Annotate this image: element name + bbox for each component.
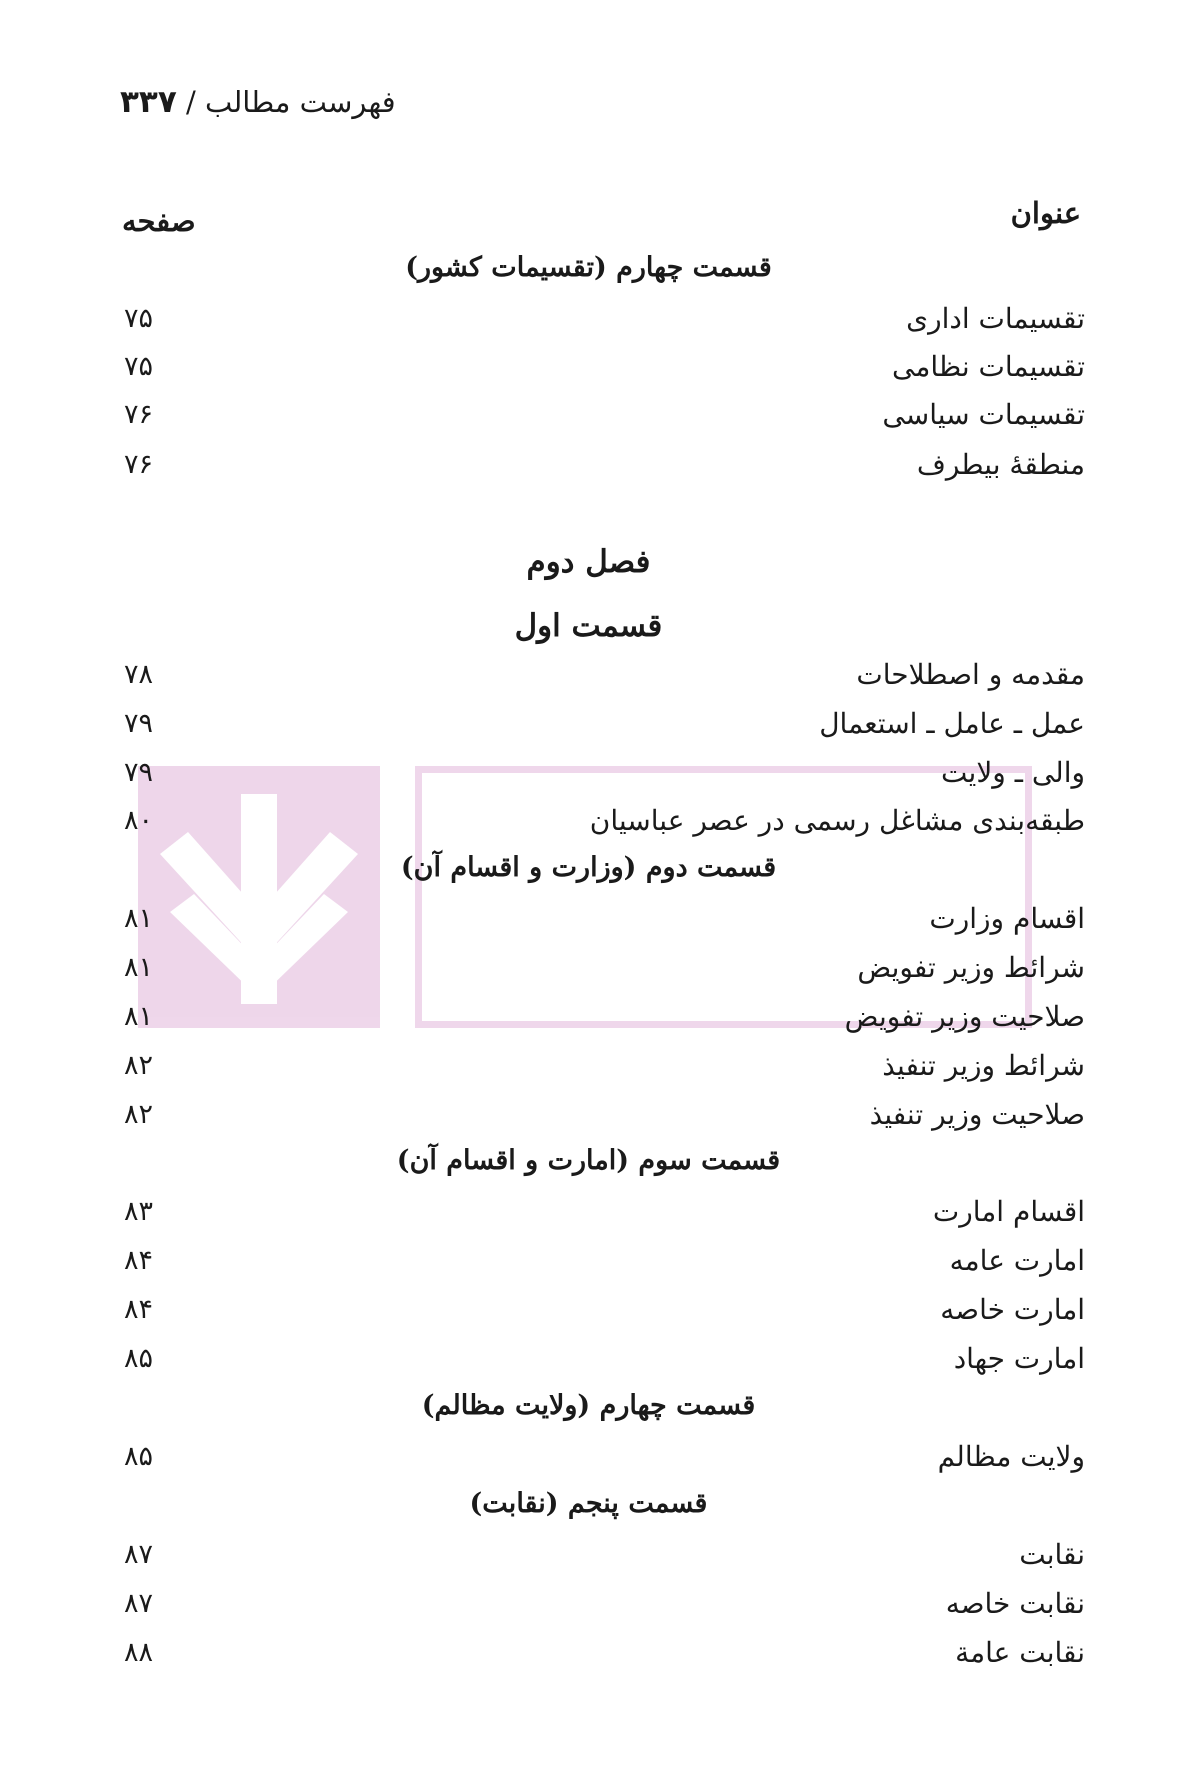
toc-entry-title: نقابت خاصه xyxy=(945,1587,1085,1620)
toc-entry-page: ۸۵ xyxy=(124,1343,154,1374)
toc-entry xyxy=(0,701,1177,747)
section-heading: قسمت سوم (امارت و اقسام آن) xyxy=(396,1145,781,1176)
toc-entry-title: منطقهٔ بیطرف xyxy=(916,448,1085,481)
toc-entry xyxy=(0,344,1177,390)
toc-entry-title: طبقه‌بندی مشاغل رسمی در عصر عباسیان xyxy=(589,804,1085,837)
toc-entry xyxy=(0,945,1177,991)
toc-entry-title: صلاحیت وزیر تفویض xyxy=(844,1000,1085,1033)
toc-entry-title: تقسیمات اداری xyxy=(906,302,1085,335)
section-heading: قسمت چهارم (ولایت مظالم) xyxy=(421,1390,756,1421)
toc-entry xyxy=(0,296,1177,342)
column-header-title: عنوان xyxy=(1010,196,1081,230)
toc-entry-page: ۸۷ xyxy=(124,1588,154,1619)
toc-entry xyxy=(0,1287,1177,1333)
toc-entry-title: اقسام وزارت xyxy=(929,902,1085,935)
running-head-page-number: ۳۳۷ xyxy=(120,84,177,120)
toc-entry xyxy=(0,392,1177,438)
toc-entry-title: ولایت مظالم xyxy=(937,1440,1085,1473)
section-heading: قسمت چهارم (تقسیمات کشور) xyxy=(405,252,772,283)
toc-entry-title: نقابت عامة xyxy=(955,1636,1085,1669)
chapter-heading: فصل دوم xyxy=(526,544,651,580)
toc-entry xyxy=(0,1043,1177,1089)
toc-entry-page: ۸۴ xyxy=(124,1294,154,1325)
toc-entry-page: ۸۷ xyxy=(124,1539,154,1570)
toc-entry-page: ۸۰ xyxy=(124,805,154,836)
toc-entry-page: ۸۱ xyxy=(124,903,154,934)
toc-entry-title: امارت خاصه xyxy=(940,1293,1085,1326)
toc-entry-title: عمل ـ عامل ـ استعمال xyxy=(819,707,1085,740)
toc-entry-page: ۸۲ xyxy=(124,1050,154,1081)
toc-entry-page: ۷۹ xyxy=(124,708,154,739)
toc-entry-page: ۸۳ xyxy=(124,1196,154,1227)
toc-entry-page: ۸۴ xyxy=(124,1245,154,1276)
toc-entry-title: مقدمه و اصطلاحات xyxy=(856,658,1085,691)
toc-entry xyxy=(0,750,1177,796)
toc-entry-title: امارت عامه xyxy=(949,1244,1085,1277)
toc-entry xyxy=(0,896,1177,942)
toc-entry xyxy=(0,1581,1177,1627)
toc-entry-title: اقسام امارت xyxy=(932,1195,1085,1228)
toc-entry xyxy=(0,1092,1177,1138)
toc-entry-page: ۷۹ xyxy=(124,757,154,788)
toc-entry-page: ۷۵ xyxy=(124,303,154,334)
column-header-page: صفحه xyxy=(122,204,196,238)
toc-entry-title: امارت جهاد xyxy=(953,1342,1085,1375)
toc-entry xyxy=(0,798,1177,844)
toc-entry xyxy=(0,1238,1177,1284)
section-heading: قسمت پنجم (نقابت) xyxy=(469,1488,708,1519)
toc-entry xyxy=(0,994,1177,1040)
toc-entry xyxy=(0,652,1177,698)
section-heading: قسمت اول xyxy=(514,608,663,644)
toc-entry-page: ۷۶ xyxy=(124,449,154,480)
toc-entry xyxy=(0,1189,1177,1235)
toc-entry-page: ۷۵ xyxy=(124,351,154,382)
toc-entry-page: ۷۶ xyxy=(124,399,154,430)
toc-entry-title: شرائط وزیر تنفیذ xyxy=(882,1049,1085,1082)
toc-entry-title: والی ـ ولایت xyxy=(941,756,1085,789)
toc-entry xyxy=(0,1532,1177,1578)
toc-entry-page: ۸۸ xyxy=(124,1637,154,1668)
running-head xyxy=(120,84,396,120)
toc-entry-title: نقابت xyxy=(1019,1538,1085,1571)
toc-entry xyxy=(0,442,1177,488)
toc-entry xyxy=(0,1434,1177,1480)
running-head-title: فهرست مطالب / xyxy=(185,85,396,119)
toc-entry-page: ۸۲ xyxy=(124,1099,154,1130)
toc-entry-title: تقسیمات سیاسی xyxy=(882,398,1085,431)
section-heading: قسمت دوم (وزارت و اقسام آن) xyxy=(400,852,777,883)
toc-entry xyxy=(0,1336,1177,1382)
toc-entry-page: ۷۸ xyxy=(124,659,154,690)
toc-entry-page: ۸۱ xyxy=(124,952,154,983)
toc-entry xyxy=(0,1630,1177,1676)
toc-entry-page: ۸۱ xyxy=(124,1001,154,1032)
toc-entry-title: تقسیمات نظامی xyxy=(892,350,1085,383)
toc-entry-title: شرائط وزیر تفویض xyxy=(857,951,1085,984)
toc-entry-title: صلاحیت وزیر تنفیذ xyxy=(869,1098,1085,1131)
toc-entry-page: ۸۵ xyxy=(124,1441,154,1472)
